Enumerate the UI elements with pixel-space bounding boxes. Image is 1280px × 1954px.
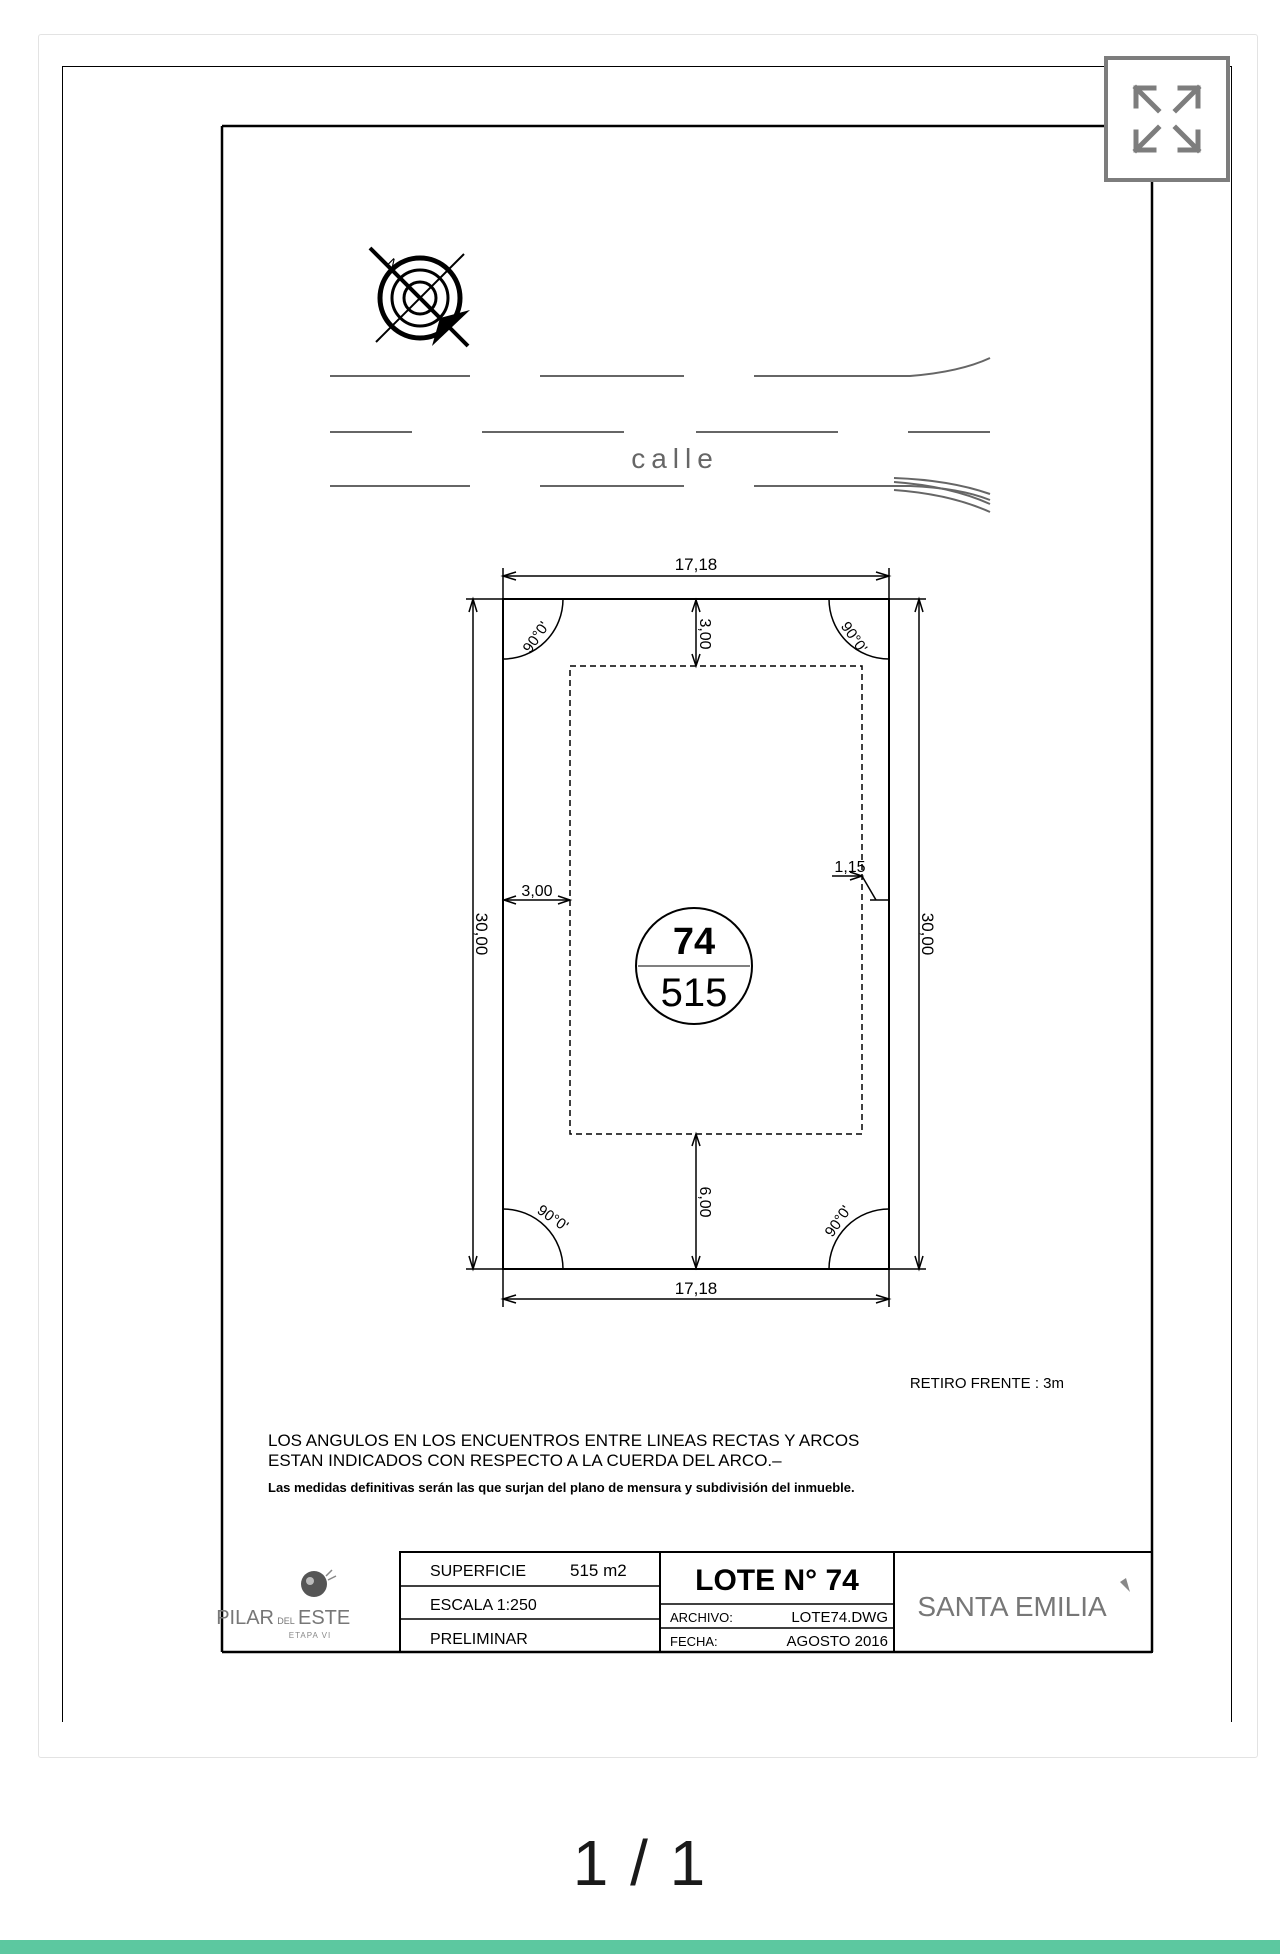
archivo-value: LOTE74.DWG: [791, 1609, 888, 1626]
street-label: calle: [631, 443, 719, 474]
lot-plan-drawing: [62, 66, 1232, 1726]
setback-front: 3,00: [696, 618, 713, 650]
logo-left-small: DEL: [277, 1616, 295, 1626]
page-indicator: 1 / 1: [572, 1827, 708, 1899]
logo-left-sub: ETAPA VI: [288, 1631, 332, 1640]
note-line-1: LOS ANGULOS EN LOS ENCUENTROS ENTRE LINEAS RECTAS Y ARCOS: [268, 1431, 860, 1450]
setback-side-left: 3,00: [521, 883, 553, 900]
lot-area: 515: [660, 971, 728, 1015]
escala: ESCALA 1:250: [430, 1597, 537, 1614]
expand-button[interactable]: [1104, 56, 1230, 182]
logo-right-text: SANTA EMILIA: [917, 1591, 1107, 1622]
angle-top-right: 90°0': [837, 618, 871, 657]
fecha-label: FECHA:: [670, 1634, 718, 1649]
dimension-top: 17,18: [674, 555, 718, 574]
archivo-label: ARCHIVO:: [670, 1610, 733, 1625]
angle-bottom-right: 90°0': [821, 1202, 855, 1241]
setback-back: 6,00: [696, 1186, 713, 1218]
north-arrow-icon: [370, 248, 470, 346]
superficie-value: 515 m2: [570, 1561, 627, 1580]
note-line-3: Las medidas definitivas serán las que surjan del plano de mensura y subdivisión del inmueble.: [268, 1480, 855, 1495]
lote-title: LOTE N° 74: [695, 1564, 859, 1597]
angle-top-left: 90°0': [519, 618, 553, 657]
santa-emilia-logo: [917, 1578, 1130, 1622]
logo-left-end: ESTE: [298, 1607, 351, 1629]
retiro-note: RETIRO FRENTE : 3m: [909, 1375, 1064, 1392]
note-line-2: ESTAN INDICADOS CON RESPECTO A LA CUERDA DEL ARCO.–: [268, 1451, 782, 1470]
dimension-bottom: 17,18: [674, 1279, 718, 1298]
street-lines: [330, 358, 990, 512]
angle-bottom-left: 90°0': [533, 1201, 572, 1235]
setback-side-right: 1,15: [834, 859, 866, 876]
dimension-left: 30,00: [472, 912, 491, 956]
drawing-frame: [222, 126, 1152, 1652]
svg-text:N: N: [383, 254, 403, 274]
dimension-right: 30,00: [918, 912, 937, 956]
bottom-accent-bar: [0, 1940, 1280, 1954]
logo-left-main: PILAR: [216, 1607, 274, 1629]
superficie-label: SUPERFICIE: [430, 1563, 527, 1580]
lot-number: 74: [672, 921, 716, 963]
expand-arrows-icon: [1108, 60, 1226, 178]
fecha-value: AGOSTO 2016: [786, 1633, 888, 1650]
preliminar: PRELIMINAR: [430, 1631, 528, 1648]
pilar-del-este-logo: [216, 1570, 350, 1640]
